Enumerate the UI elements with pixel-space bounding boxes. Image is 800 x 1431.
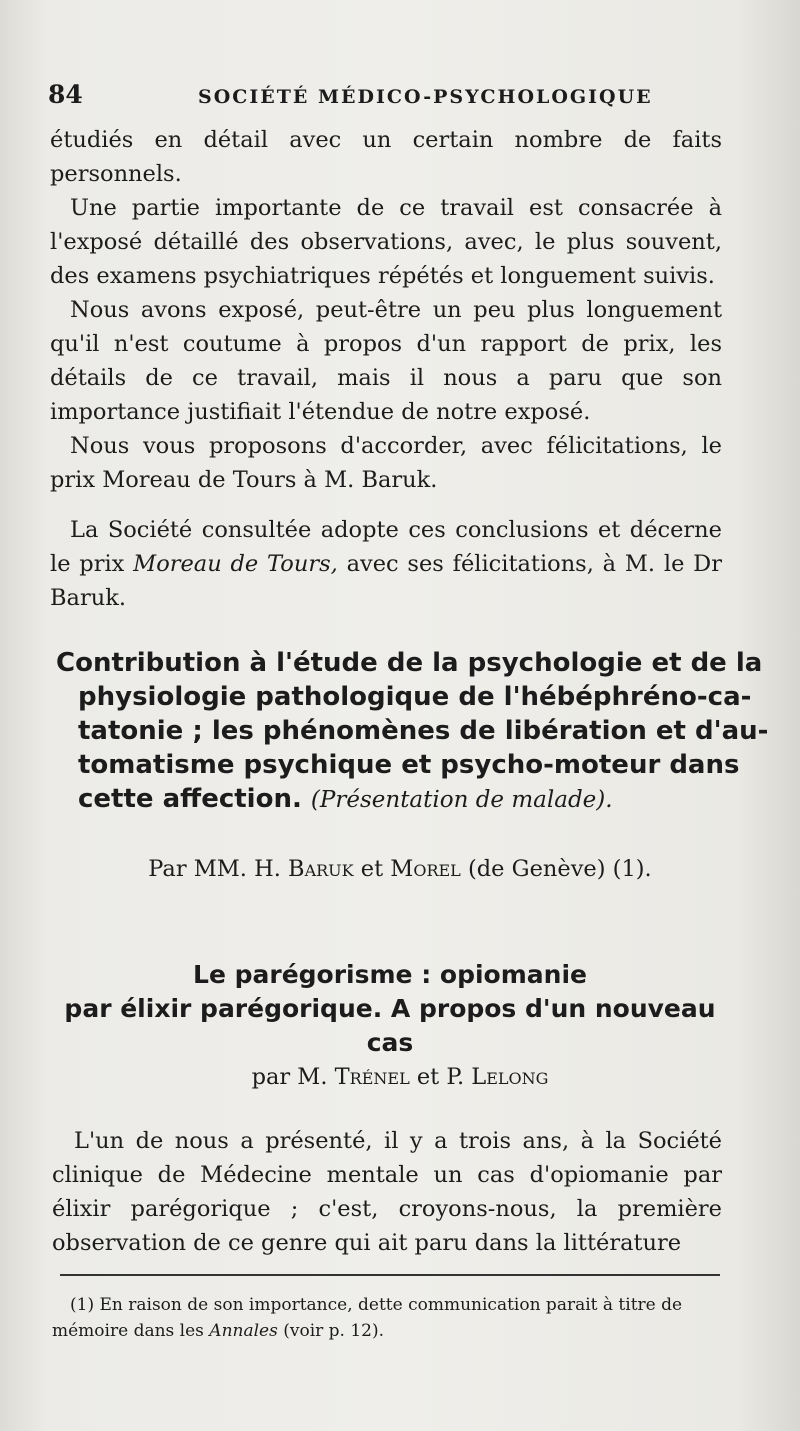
title-line: tomatisme psychique et psycho-moteur dans [78, 750, 740, 780]
authors-mid: et [353, 856, 391, 882]
author-name: Morel [390, 856, 461, 882]
paragraph-3: Nous avons exposé, peut-être un peu plus longuement qu'il n'est coutume à propos d'un rapport de prix, les détails de ce travail, mais il nous a paru que son importance justifiait l'étendue de notre exposé. [50, 297, 722, 425]
paragraph-5-end: avec ses félicitations, à M. le Dr Baruk. [50, 551, 722, 611]
authors-mid: et P. [409, 1064, 472, 1090]
section-2-title [40, 958, 740, 1060]
footnote-end: (voir p. 12). [277, 1321, 385, 1341]
section-2-paragraph: L'un de nous a présenté, il y a trois ans, à la Société clinique de Médecine mentale un cas d'opiomanie par élixir parégorique ; c'est, croyons-nous, la première observation de ce genre qui ait paru dans la littérature [52, 1128, 722, 1256]
author-name: Lelong [471, 1064, 549, 1090]
section-1-title [56, 646, 769, 817]
title-line: par élixir parégorique. A propos d'un nouveau cas [64, 994, 716, 1057]
running-title: SOCIÉTÉ MÉDICO-PSYCHOLOGIQUE [198, 86, 653, 108]
page-number: 84 [48, 80, 83, 109]
author-name: Trénel [334, 1064, 410, 1090]
paragraph-2: Une partie importante de ce travail est consacrée à l'exposé détaillé des observations, avec, le plus souvent, des examens psychiatriques répétés et longuement suivis. [50, 195, 722, 289]
footnote-rule [60, 1274, 720, 1276]
footnote-start: (1) En raison de son importance, dette communication parait à titre de mémoire dans les [52, 1295, 683, 1341]
authors-prefix: Par MM. H. [148, 856, 289, 882]
title-line: Contribution à l'étude de la psychologie et de la [56, 648, 763, 678]
prize-name: Moreau de Tours, [133, 551, 338, 577]
authors-suffix: (de Genève) (1). [460, 856, 652, 882]
author-name: Baruk [288, 856, 354, 882]
report-text [50, 123, 722, 615]
paragraph-5 [50, 513, 722, 615]
title-line: Le parégorisme : opiomanie [193, 960, 587, 989]
presentation-note: (Présentation de malade). [310, 787, 613, 813]
authors-prefix: par M. [251, 1064, 335, 1090]
footnote-journal: Annales [209, 1321, 278, 1341]
title-line-5: cette affection. [78, 784, 302, 814]
section-2-authors [0, 1064, 800, 1090]
title-line [56, 782, 722, 817]
page-header [48, 80, 748, 116]
paragraph-1: étudiés en détail avec un certain nombre de faits personnels. [50, 127, 722, 187]
title-line: tatonie ; les phénomènes de libération et d'au- [78, 716, 769, 746]
footnote [52, 1292, 720, 1344]
paragraph-5-start: La Société consultée adopte ces conclusions et décerne le prix [50, 517, 722, 577]
section-1-authors [0, 856, 800, 882]
title-line: physiologie pathologique de l'hébéphréno-ca- [78, 682, 752, 712]
paragraph-4: Nous vous proposons d'accorder, avec félicitations, le prix Moreau de Tours à M. Baruk. [50, 433, 722, 493]
